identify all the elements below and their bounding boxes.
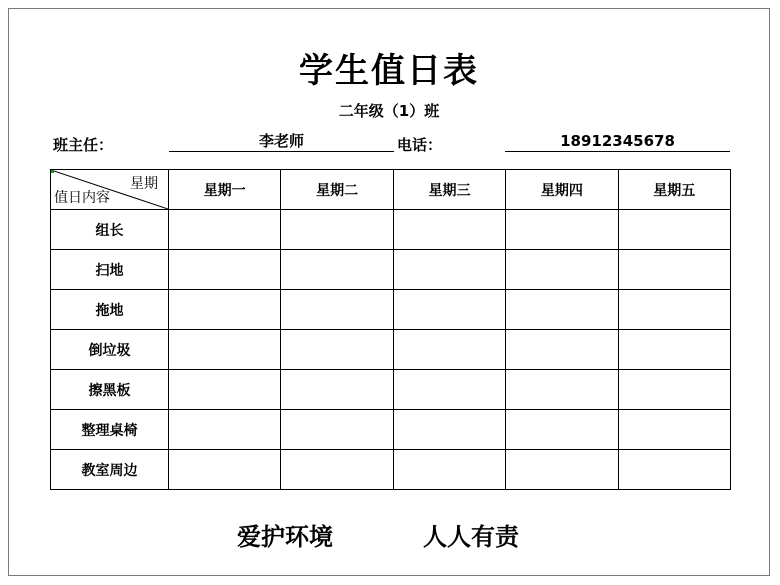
day-header: 星期五	[618, 170, 730, 210]
day-header: 星期一	[169, 170, 281, 210]
duty-cell[interactable]	[281, 330, 393, 370]
duty-cell[interactable]	[393, 290, 505, 330]
duty-cell[interactable]	[169, 290, 281, 330]
duty-cell[interactable]	[618, 330, 730, 370]
task-row	[51, 410, 731, 450]
duty-cell[interactable]	[506, 250, 618, 290]
page-title: 学生值日表	[299, 51, 479, 91]
duty-cell[interactable]	[506, 370, 618, 410]
duty-cell[interactable]	[169, 410, 281, 450]
duty-cell[interactable]	[281, 290, 393, 330]
duty-cell[interactable]	[281, 410, 393, 450]
duty-cell[interactable]	[506, 330, 618, 370]
task-label: 教室周边	[51, 450, 169, 490]
header-row	[51, 170, 731, 210]
duty-cell[interactable]	[169, 210, 281, 250]
task-row	[51, 250, 731, 290]
day-header: 星期三	[393, 170, 505, 210]
task-row	[51, 290, 731, 330]
task-label: 拖地	[51, 290, 169, 330]
task-label: 擦黑板	[51, 370, 169, 410]
duty-cell[interactable]	[281, 250, 393, 290]
corner-task-label: 值日内容	[54, 190, 110, 206]
duty-cell[interactable]	[618, 210, 730, 250]
task-row	[51, 210, 731, 250]
duty-cell[interactable]	[393, 370, 505, 410]
duty-table	[50, 169, 731, 490]
slogan-left: 爱护环境	[237, 523, 333, 551]
task-label: 组长	[51, 210, 169, 250]
duty-cell[interactable]	[618, 410, 730, 450]
duty-cell[interactable]	[618, 370, 730, 410]
duty-cell[interactable]	[506, 290, 618, 330]
task-row	[51, 370, 731, 410]
cell-marker	[51, 170, 54, 173]
day-header: 星期四	[506, 170, 618, 210]
duty-cell[interactable]	[393, 210, 505, 250]
duty-cell[interactable]	[618, 250, 730, 290]
duty-cell[interactable]	[281, 210, 393, 250]
duty-cell[interactable]	[393, 450, 505, 490]
duty-cell[interactable]	[506, 450, 618, 490]
task-row	[51, 450, 731, 490]
phone-field[interactable]: 18912345678	[505, 131, 730, 152]
corner-header-cell	[51, 170, 169, 210]
duty-cell[interactable]	[393, 330, 505, 370]
duty-cell[interactable]	[169, 370, 281, 410]
duty-cell[interactable]	[281, 450, 393, 490]
teacher-label: 班主任：	[53, 136, 114, 154]
corner-day-label: 星期	[130, 176, 158, 192]
duty-cell[interactable]	[169, 250, 281, 290]
task-label: 扫地	[51, 250, 169, 290]
teacher-field[interactable]: 李老师	[169, 131, 394, 152]
duty-cell[interactable]	[618, 290, 730, 330]
day-header: 星期二	[281, 170, 393, 210]
duty-cell[interactable]	[281, 370, 393, 410]
duty-cell[interactable]	[618, 450, 730, 490]
duty-sheet	[8, 8, 770, 576]
duty-cell[interactable]	[169, 450, 281, 490]
task-label: 整理桌椅	[51, 410, 169, 450]
duty-cell[interactable]	[393, 250, 505, 290]
task-row	[51, 330, 731, 370]
slogan-right: 人人有责	[423, 523, 519, 551]
class-subtitle: 二年级（1）班	[338, 102, 440, 120]
duty-cell[interactable]	[506, 210, 618, 250]
duty-cell[interactable]	[393, 410, 505, 450]
task-label: 倒垃圾	[51, 330, 169, 370]
phone-label: 电话：	[397, 136, 443, 154]
duty-cell[interactable]	[169, 330, 281, 370]
duty-cell[interactable]	[506, 410, 618, 450]
